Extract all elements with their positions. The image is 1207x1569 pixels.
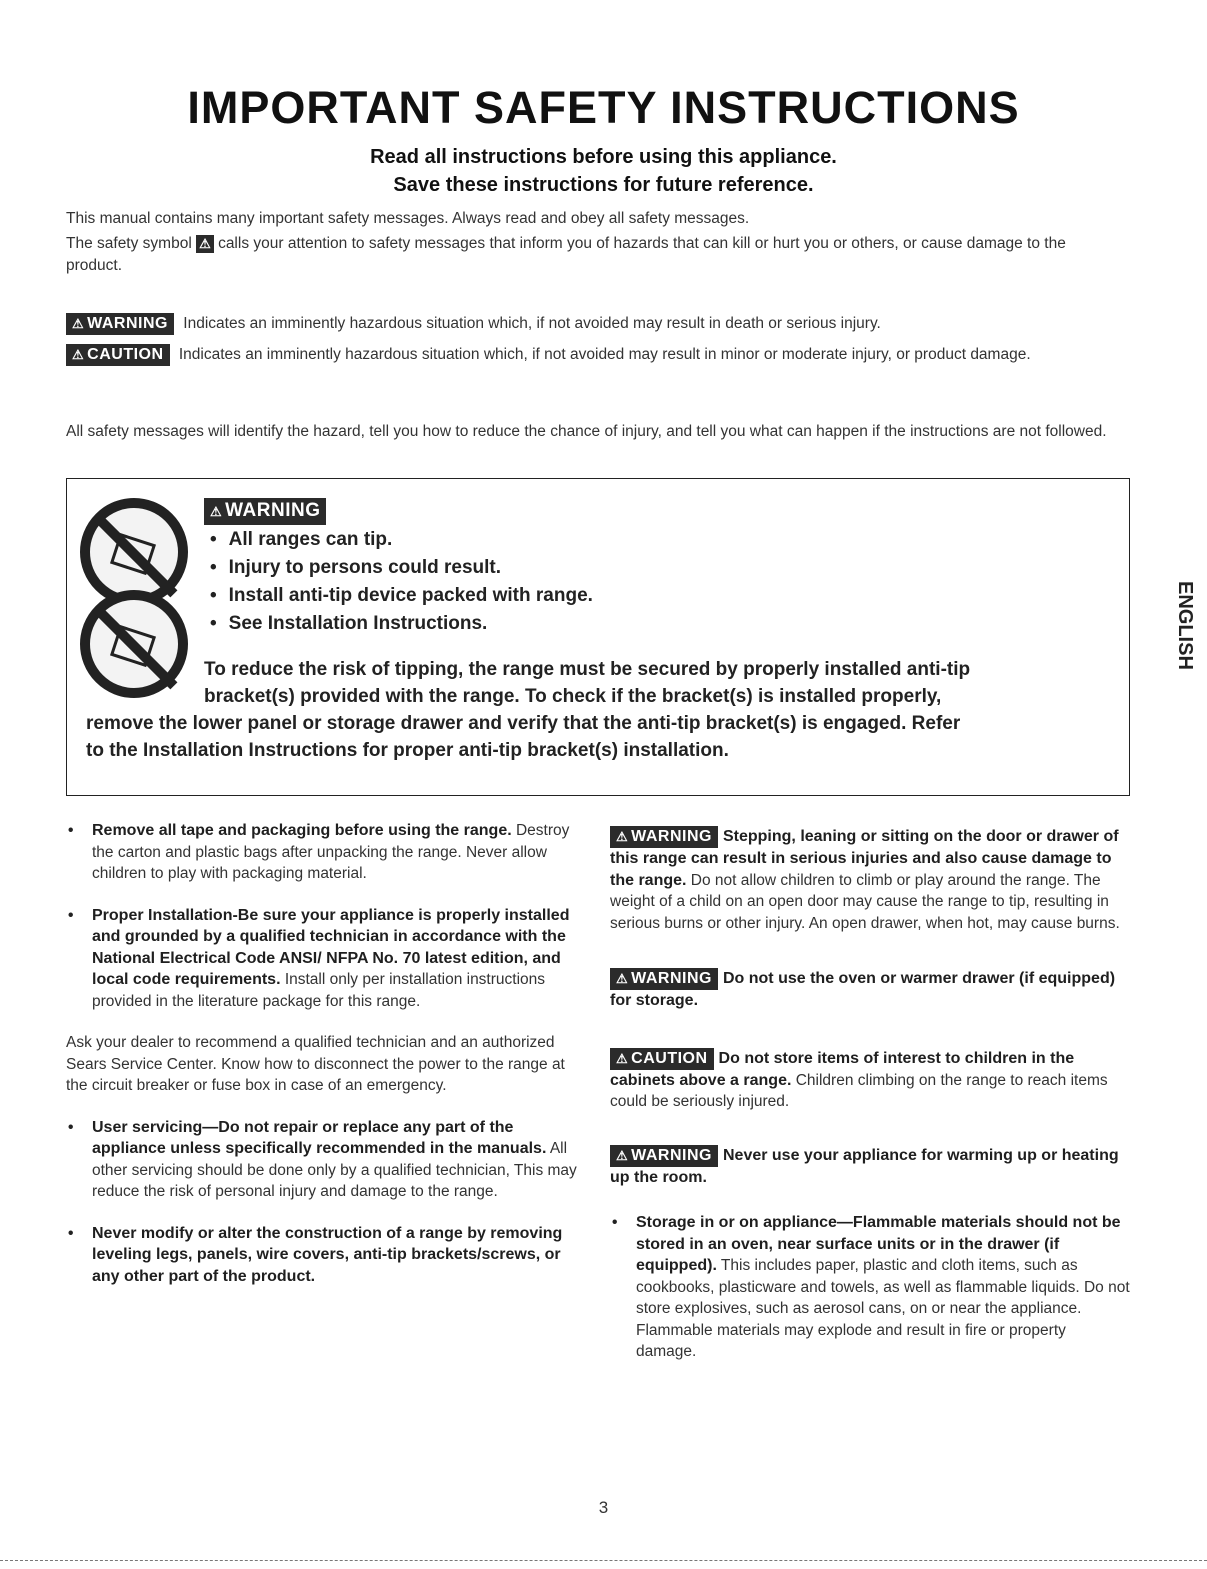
intro-symbol-pre: The safety symbol	[66, 235, 192, 252]
right-column	[610, 826, 1130, 1383]
item-heading: Never modify or alter the construction of a range by removing leveling legs, panels, wire covers, anti-tip brackets/screws, or any other part of the product.	[92, 1224, 563, 1285]
warning-triangle-icon: ⚠	[210, 504, 223, 519]
left-column	[66, 820, 586, 1307]
caution-label	[610, 1048, 714, 1070]
tip-warning-bullets	[210, 526, 910, 638]
warning-block	[610, 826, 1130, 934]
warning-label	[610, 1145, 718, 1167]
item-heading: Proper Installation-Be sure your appliance is properly installed and grounded by a qualified technician in accordance with the National Electrical Code ANSI/ NFPA No. 70 latest edition, and local code requirements.	[92, 906, 570, 988]
caution-definition-text: Indicates an imminently hazardous situation which, if not avoided may result in minor or moderate injury, or product damage.	[178, 346, 1031, 363]
bullet-icon: •	[68, 1224, 74, 1242]
bullet-icon: •	[612, 1214, 618, 1231]
subtitle-read: Read all instructions before using this appliance.	[370, 146, 837, 168]
list-item	[610, 1212, 1130, 1363]
all-messages-text: All safety messages will identify the hazard, tell you how to reduce the chance of injury, and tell you what can happen if the instructions are not followed.	[66, 423, 1107, 440]
subtitle-save: Save these instructions for future reference.	[393, 174, 814, 196]
bullet-icon: •	[68, 906, 74, 924]
caution-heading: Do not store items of interest to children in the cabinets above a range.	[610, 1049, 1075, 1089]
list-item: • See Installation Instructions.	[210, 610, 910, 638]
item-heading: Storage in or on appliance—Flammable materials should not be stored in an oven, near surface units or in the drawer (if equipped).	[636, 1214, 1121, 1274]
list-item: • All ranges can tip.	[210, 526, 910, 554]
list-item: • Injury to persons could result.	[210, 554, 910, 582]
warning-label-text: WARNING	[631, 1146, 712, 1164]
warning-label-text: WARNING	[87, 315, 168, 332]
tip-warning-paragraph-line: to the Installation Instructions for proper anti-tip bracket(s) installation.	[86, 740, 729, 761]
page-title: IMPORTANT SAFETY INSTRUCTIONS	[187, 82, 1020, 133]
warning-label	[66, 313, 174, 335]
tip-warning-paragraph-line: bracket(s) provided with the range. To check if the bracket(s) is installed properly,	[204, 686, 942, 707]
caution-definition	[66, 344, 1126, 366]
tip-warning-paragraph-line: To reduce the risk of tipping, the range must be secured by properly installed anti-tip	[204, 659, 971, 680]
intro-symbol-post: calls your attention to safety messages that inform you of hazards that can kill or hurt you or others, or cause damage to the product.	[66, 235, 1066, 274]
item-text: All other servicing should be done only by a qualified technician, This may reduce the risk of personal injury and damage to the range.	[92, 1140, 577, 1200]
prohibition-slash	[93, 513, 178, 598]
item-text: This includes paper, plastic and cloth items, such as cookbooks, plasticware and towels, as well as flammable liquids. Do not store explosives, such as aerosol cans, on or near the appliance. Flammable materials may explode and result in fire or property damage.	[636, 1257, 1130, 1360]
warning-triangle-icon: ⚠	[616, 829, 629, 844]
warning-block	[610, 1145, 1130, 1189]
warning-text: Do not allow children to climb or play around the range. The weight of a child on an open door may cause the range to tip, resulting in serious burns or other injury. An open drawer, when hot, may cause burns.	[610, 871, 1120, 932]
intro-line: This manual contains many important safety messages. Always read and obey all safety messages.	[66, 210, 750, 227]
warning-triangle-icon: ⚠	[616, 1147, 629, 1163]
warning-label-text: WARNING	[631, 828, 712, 845]
footer-divider	[0, 1560, 1207, 1562]
range-tip-prohibited-icon	[80, 590, 188, 698]
warning-triangle-icon: ⚠	[196, 235, 214, 253]
warning-definition-text: Indicates an imminently hazardous situation which, if not avoided may result in death or serious injury.	[183, 315, 881, 332]
list-item	[66, 905, 586, 1013]
bullet-icon: •	[68, 822, 74, 839]
warning-label	[610, 968, 718, 990]
list-item	[66, 820, 586, 885]
caution-label	[66, 344, 170, 366]
warning-heading: Do not use the oven or warmer drawer (if equipped) for storage.	[610, 970, 1116, 1009]
caution-text: Children climbing on the range to reach items could be seriously injured.	[610, 1071, 1108, 1110]
tip-warning-label-row	[204, 498, 331, 525]
caution-label-text: CAUTION	[87, 346, 164, 363]
warning-heading: Stepping, leaning or sitting on the door or drawer of this range can result in serious injuries and also cause damage to the range.	[610, 828, 1119, 889]
warning-triangle-icon: ⚠	[72, 316, 85, 331]
item-heading: Remove all tape and packaging before using the range.	[92, 822, 512, 839]
item-text: Destroy the carton and plastic bags after unpacking the range. Never allow children to play with packaging material.	[92, 822, 570, 882]
tip-warning-label-text: WARNING	[225, 500, 321, 521]
warning-triangle-icon: ⚠	[616, 971, 629, 986]
warning-block	[610, 968, 1130, 1012]
bullet-icon: •	[68, 1118, 74, 1136]
item-text: Install only per installation instructions provided in the literature package for this range.	[92, 971, 546, 1010]
item-heading: User servicing—Do not repair or replace any part of the appliance unless specifically recommended in the manuals.	[92, 1118, 547, 1157]
warning-label-text: WARNING	[631, 970, 712, 987]
tip-warning-label	[204, 498, 326, 525]
warning-heading: Never use your appliance for warming up or heating up the room.	[610, 1146, 1119, 1186]
language-tab: ENGLISH	[1174, 580, 1196, 670]
intro-symbol-paragraph	[66, 233, 1126, 277]
warning-triangle-icon: ⚠	[72, 347, 85, 362]
tip-warning-paragraph-line: remove the lower panel or storage drawer and verify that the anti-tip bracket(s) is engaged. Refer	[86, 713, 961, 734]
caution-block	[610, 1048, 1130, 1113]
caution-label-text: CAUTION	[631, 1049, 708, 1067]
warning-definition	[66, 313, 1126, 335]
warning-triangle-icon: ⚠	[616, 1050, 629, 1066]
list-item	[66, 1117, 586, 1203]
list-item	[66, 1223, 586, 1288]
prohibition-slash	[93, 605, 178, 690]
warning-label	[610, 826, 718, 848]
page-number: 3	[598, 1498, 609, 1517]
dealer-paragraph: Ask your dealer to recommend a qualified technician and an authorized Sears Service Center. Know how to disconnect the power to the range at the circuit breaker or fuse box in case of an emergency.	[66, 1034, 565, 1094]
list-item: • Install anti-tip device packed with range.	[210, 582, 910, 610]
